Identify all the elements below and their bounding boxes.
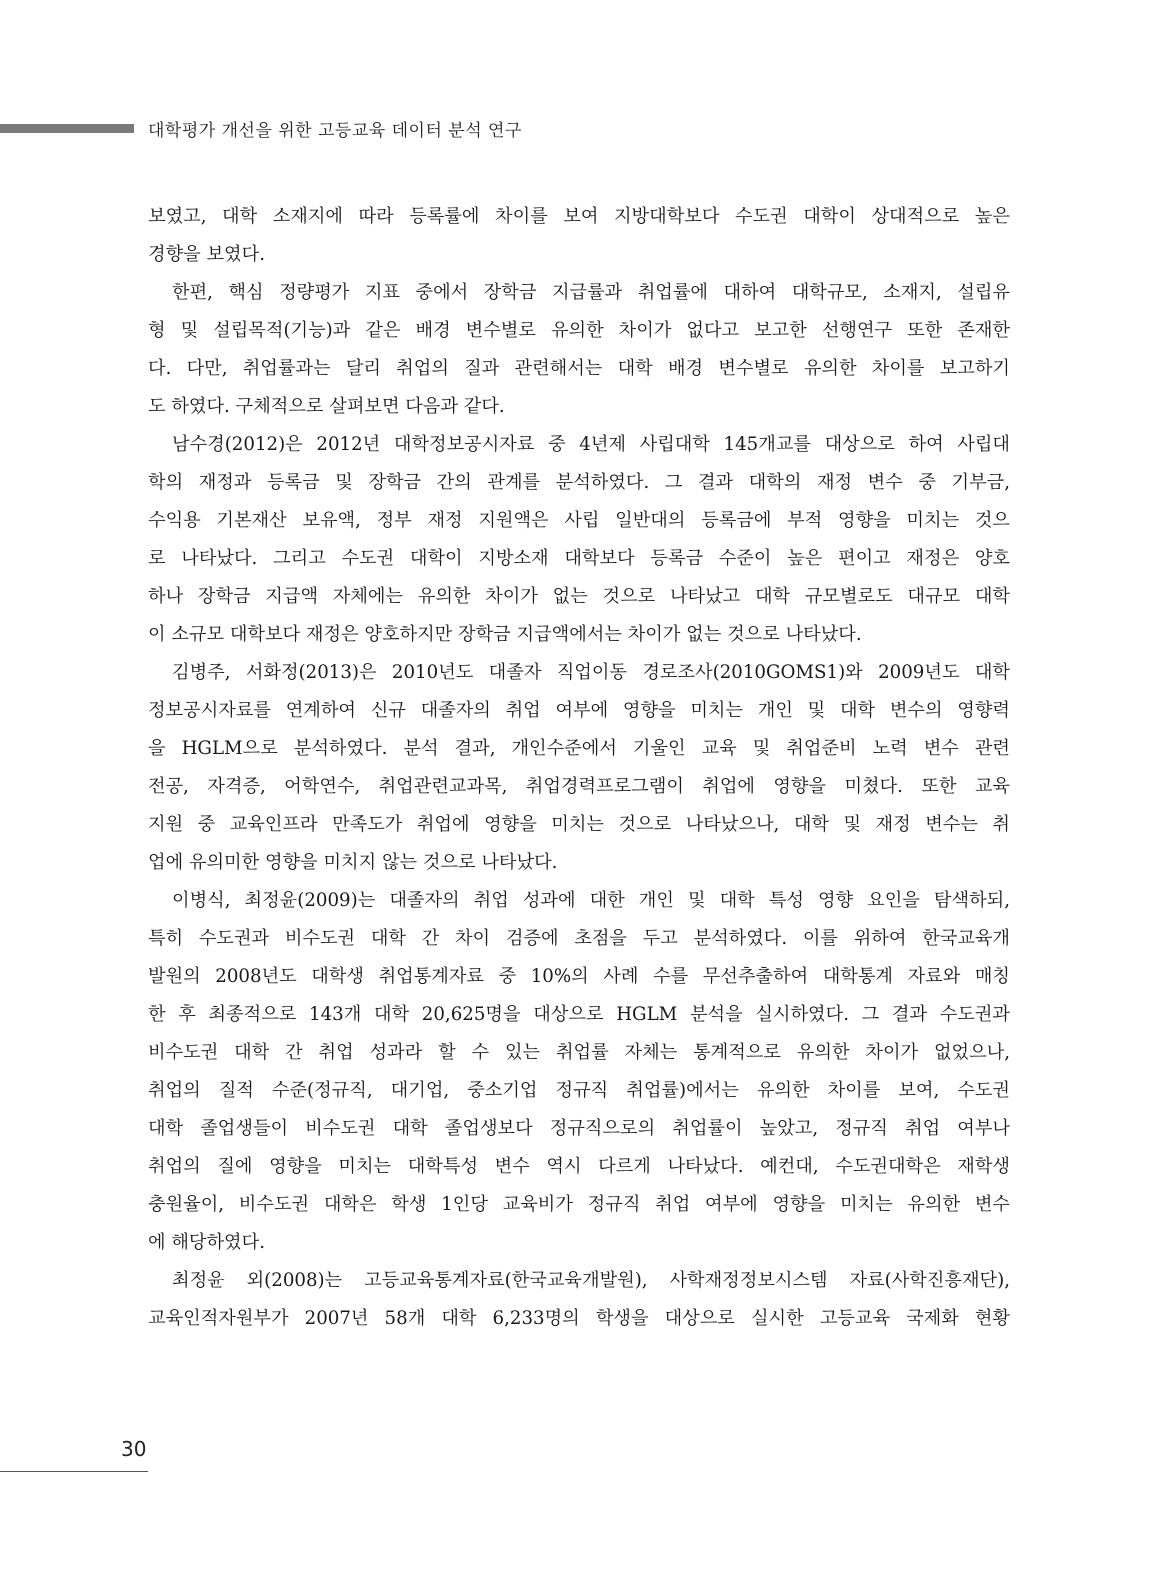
text-line: 취업의 질에 영향을 미치는 대학특성 변수 역시 다르게 나타났다. 예컨대, 수도권대학은 재학생 <box>148 1156 1010 1177</box>
header-accent-bar <box>0 124 134 133</box>
text-line: 전공, 자격증, 어학연수, 취업관련교과목, 취업경력프로그램이 취업에 영향을 미쳤다. 또한 교육 <box>148 776 1010 797</box>
text-line: 이 소규모 대학보다 재정은 양호하지만 장학금 지급액에서는 차이가 없는 것으로 나타났다. <box>148 624 862 645</box>
text-line: 을 HGLM으로 분석하였다. 분석 결과, 개인수준에서 기울인 교육 및 취업준비 노력 변수 관련 <box>148 738 1010 759</box>
text-line: 한편, 핵심 정량평가 지표 중에서 장학금 지급률과 취업률에 대하여 대학규모, 소재지, 설립유 <box>172 282 1010 303</box>
text-line: 이병식, 최정윤(2009)는 대졸자의 취업 성과에 대한 개인 및 대학 특성 영향 요인을 탐색하되, <box>172 890 1010 911</box>
text-line: 수익용 기본재산 보유액, 정부 재정 지원액은 사립 일반대의 등록금에 부적 영향을 미치는 것으 <box>148 510 1010 531</box>
text-line: 다. 다만, 취업률과는 달리 취업의 질과 관련해서는 대학 배경 변수별로 유의한 차이를 보고하기 <box>148 358 1010 379</box>
text-line: 도 하였다. 구체적으로 살펴보면 다음과 같다. <box>148 396 505 417</box>
text-line: 정보공시자료를 연계하여 신규 대졸자의 취업 여부에 영향을 미치는 개인 및 대학 변수의 영향력 <box>148 700 1010 721</box>
text-line: 충원율이, 비수도권 대학은 학생 1인당 교육비가 정규직 취업 여부에 영향을 미치는 유의한 변수 <box>148 1194 1010 1215</box>
body-text <box>148 198 1010 1338</box>
page-number: 30 <box>121 1437 147 1461</box>
text-line: 비수도권 대학 간 취업 성과라 할 수 있는 취업률 자체는 통계적으로 유의한 차이가 없었으나, <box>148 1042 1010 1063</box>
running-header-title: 대학평가 개선을 위한 고등교육 데이터 분석 연구 <box>148 121 522 141</box>
text-line: 학의 재정과 등록금 및 장학금 간의 관계를 분석하였다. 그 결과 대학의 재정 변수 중 기부금, <box>148 472 1010 493</box>
text-line: 교육인적자원부가 2007년 58개 대학 6,233명의 학생을 대상으로 실시한 고등교육 국제화 현황 <box>148 1308 1010 1329</box>
text-line: 한 후 최종적으로 143개 대학 20,625명을 대상으로 HGLM 분석을 실시하였다. 그 결과 수도권과 <box>148 1004 1010 1025</box>
text-line: 경향을 보였다. <box>148 244 265 265</box>
text-line: 대학 졸업생들이 비수도권 대학 졸업생보다 정규직으로의 취업률이 높았고, 정규직 취업 여부나 <box>148 1118 1010 1139</box>
text-line: 김병주, 서화정(2013)은 2010년도 대졸자 직업이동 경로조사(2010GOMS1)와 2009년도 대학 <box>172 662 1010 683</box>
text-line: 형 및 설립목적(기능)과 같은 배경 변수별로 유의한 차이가 없다고 보고한 선행연구 또한 존재한 <box>148 320 1010 341</box>
text-line: 지원 중 교육인프라 만족도가 취업에 영향을 미치는 것으로 나타났으나, 대학 및 재정 변수는 취 <box>148 814 1010 835</box>
text-line: 로 나타났다. 그리고 수도권 대학이 지방소재 대학보다 등록금 수준이 높은 편이고 재정은 양호 <box>148 548 1010 569</box>
text-line: 하나 장학금 지급액 자체에는 유의한 차이가 없는 것으로 나타났고 대학 규모별로도 대규모 대학 <box>148 586 1010 607</box>
text-line: 최정윤 외(2008)는 고등교육통계자료(한국교육개발원), 사학재정정보시스템 자료(사학진흥재단), <box>172 1270 1010 1291</box>
text-line: 에 해당하였다. <box>148 1232 265 1253</box>
text-line: 특히 수도권과 비수도권 대학 간 차이 검증에 초점을 두고 분석하였다. 이를 위하여 한국교육개 <box>148 928 1010 949</box>
text-line: 보였고, 대학 소재지에 따라 등록률에 차이를 보여 지방대학보다 수도권 대학이 상대적으로 높은 <box>148 206 1010 227</box>
text-line: 취업의 질적 수준(정규직, 대기업, 중소기업 정규직 취업률)에서는 유의한 차이를 보여, 수도권 <box>148 1080 1010 1101</box>
text-line: 발원의 2008년도 대학생 취업통계자료 중 10%의 사례 수를 무선추출하여 대학통계 자료와 매칭 <box>148 966 1010 987</box>
footer-rule <box>0 1471 148 1472</box>
text-line: 업에 유의미한 영향을 미치지 않는 것으로 나타났다. <box>148 852 558 873</box>
text-line: 남수경(2012)은 2012년 대학정보공시자료 중 4년제 사립대학 145개교를 대상으로 하여 사립대 <box>172 434 1010 455</box>
